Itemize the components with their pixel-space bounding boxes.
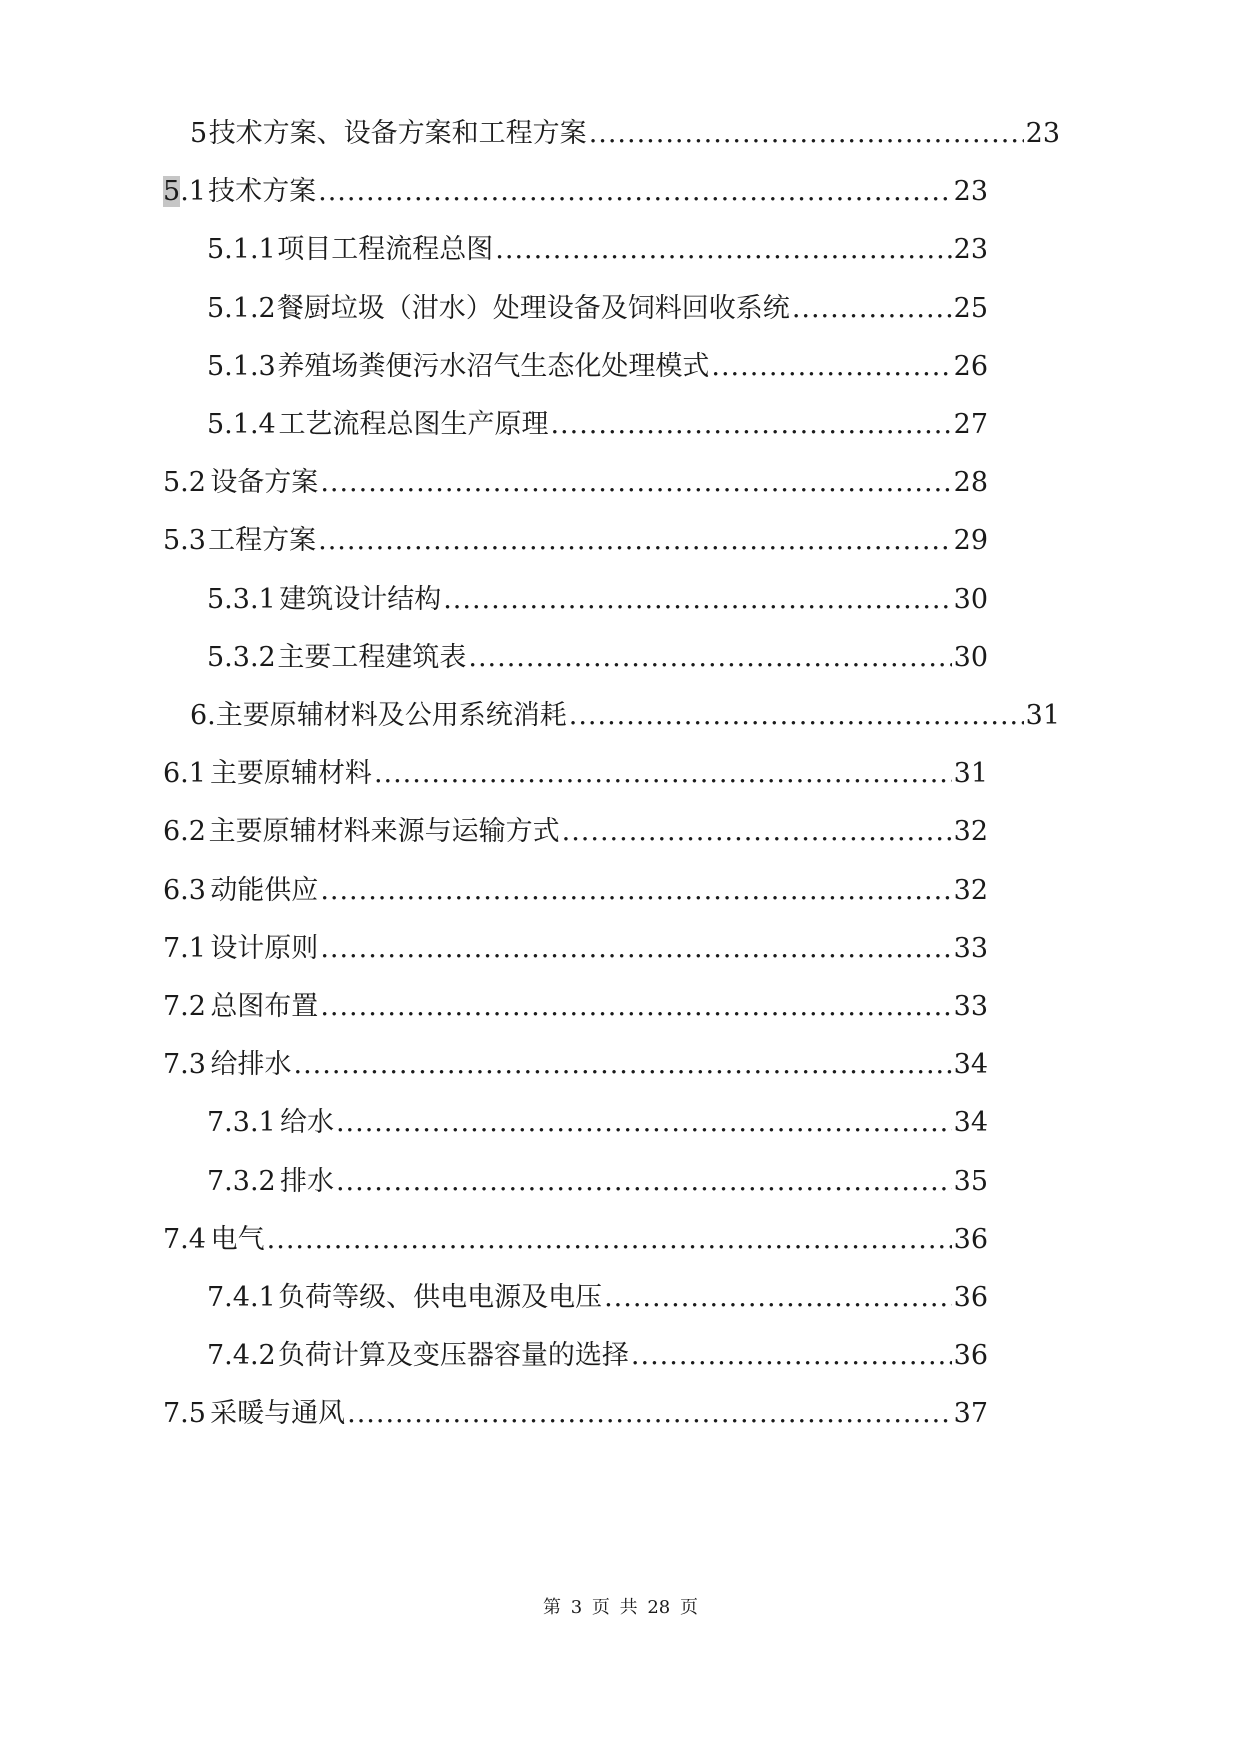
toc-entry-title: 设计原则 [210,932,319,964]
toc-dot-leader [604,1276,952,1320]
toc-entry[interactable] [163,1043,988,1087]
toc-dot-leader [320,927,951,971]
toc-entry-title: 负荷等级、供电电源及电压 [278,1282,603,1313]
toc-dot-leader [589,112,1024,156]
toc-dot-leader [631,1334,952,1378]
toc-entry-page: 27 [953,409,988,440]
toc-entry-number: 7.3.2 [207,1165,276,1197]
toc-entry-title: 主要工程建筑表 [277,641,467,673]
toc-entry-title: 给排水 [210,1049,292,1081]
toc-dot-leader [569,694,1024,738]
toc-entry-page: 33 [953,991,988,1022]
toc-entry[interactable] [207,578,988,622]
toc-entry-page: 25 [953,292,988,324]
toc-entry-title: 主要原辅材料及公用系统消耗 [215,700,567,731]
toc-entry-title: 动能供应 [210,874,319,906]
toc-entry-number: 5.1.4 [207,409,276,440]
toc-entry[interactable] [207,636,988,680]
page-footer: 第 3 页 共 28 页 [543,1597,698,1618]
toc-entry-page: 23 [953,234,988,266]
toc-entry-title: 设备方案 [210,467,319,499]
toc-entry-title: 主要原辅材料 [209,758,372,790]
toc-entry-page: 34 [953,1107,988,1139]
toc-entry-page: 31 [1025,700,1060,731]
toc-entry-page: 31 [953,758,988,790]
toc-entry-title: 给水 [279,1107,334,1139]
toc-entry-title: 养殖场粪便污水沼气生态化处理模式 [277,350,710,382]
toc-entry-number: 7.4.1 [207,1282,276,1313]
toc-entry-number: 5 [190,118,208,149]
toc-entry-number: 7.2 [163,991,206,1022]
toc-entry-title: 排水 [279,1165,334,1197]
toc-entry-number: 5.1.3 [207,350,276,382]
toc-entry[interactable] [163,519,988,563]
toc-entry[interactable] [163,810,988,854]
toc-dot-leader [320,985,951,1029]
toc-entry[interactable] [207,1334,988,1378]
toc-entry[interactable] [163,461,988,505]
toc-dot-leader [336,1101,952,1145]
toc-entry[interactable] [163,170,988,214]
toc-entry-page: 26 [953,350,988,382]
toc-entry-number: 7.3 [163,1049,206,1081]
toc-entry-page: 30 [953,641,988,673]
toc-entry-number: 7.4 [163,1223,206,1255]
toc-entry[interactable] [207,287,988,331]
toc-entry[interactable] [190,694,1060,738]
toc-entry[interactable] [163,869,988,913]
toc-entry-title: 餐厨垃圾（泔水）处理设备及饲料回收系统 [276,292,790,324]
toc-entry-page: 23 [953,176,988,208]
toc-entry-number: 5.1.2 [207,292,276,324]
toc-entry-number: 7.4.2 [207,1340,276,1372]
toc-entry-number: 5.3.2 [207,641,276,673]
toc-entry-number: 5.1.1 [207,234,276,266]
toc-entry-page: 36 [953,1223,988,1255]
toc-entry-number: 7.3.1 [207,1107,276,1139]
toc-entry-number: 6.2 [163,816,206,848]
toc-entry[interactable] [207,1276,988,1320]
toc-entry-page: 32 [953,816,988,848]
toc-entry-title: 工艺流程总图生产原理 [278,409,549,440]
toc-dot-leader [294,1043,952,1087]
toc-entry-title: 工程方案 [208,525,317,557]
toc-dot-leader [320,461,951,505]
toc-entry[interactable] [207,1101,988,1145]
toc-entry-page: 37 [953,1398,988,1430]
toc-entry-page: 23 [1025,118,1060,149]
toc-entry-number: 6.1 [163,758,206,790]
toc-entry-title: 电气 [210,1223,265,1255]
toc-entry[interactable] [207,403,988,447]
toc-dot-leader [318,519,952,563]
toc-entry-page: 32 [953,874,988,906]
toc-entry-page: 33 [953,932,988,964]
toc-dot-leader [792,287,952,331]
toc-entry-title: 项目工程流程总图 [277,234,494,266]
toc-entry-title: 负荷计算及变压器容量的选择 [277,1340,629,1372]
toc-entry[interactable] [207,1160,988,1204]
toc-entry[interactable] [190,112,1060,156]
toc-entry-number: 6. [190,700,216,731]
toc-entry-number: 6.3 [163,874,206,906]
toc-dot-leader [318,170,952,214]
toc-entry[interactable] [163,927,988,971]
toc-entry-number: 5.3 [163,525,206,557]
toc-dot-leader [468,636,951,680]
toc-entry-number: 5.2 [163,467,206,499]
toc-entry-page: 30 [953,583,988,615]
toc-dot-leader [267,1218,952,1262]
toc-entry-title: 建筑设计结构 [279,583,442,615]
toc-dot-leader [347,1392,952,1436]
toc-entry-page: 36 [953,1282,988,1313]
toc-entry[interactable] [163,1392,988,1436]
toc-entry-title: 主要原辅材料来源与运输方式 [208,816,560,848]
toc-dot-leader [336,1160,952,1204]
toc-entry[interactable] [163,1218,988,1262]
toc-entry[interactable] [207,228,988,272]
toc-entry-page: 28 [953,467,988,499]
toc-entry-page: 29 [953,525,988,557]
text-selection-highlight: 5 [163,176,181,208]
toc-dot-leader [443,578,951,622]
toc-entry-title: 总图布置 [210,991,319,1022]
toc-entry-title: 技术方案 [208,176,317,208]
toc-entry[interactable] [163,985,988,1029]
toc-entry-number: 5.3.1 [207,583,276,615]
toc-entry-title: 采暖与通风 [210,1398,346,1430]
toc-dot-leader [320,869,951,913]
toc-entry-title: 技术方案、设备方案和工程方案 [208,118,587,149]
toc-entry[interactable] [207,345,988,389]
toc-entry-page: 35 [953,1165,988,1197]
toc-entry[interactable] [163,752,988,796]
toc-entry-page: 36 [953,1340,988,1372]
toc-dot-leader [550,403,951,447]
toc-dot-leader [374,752,952,796]
toc-entry-page: 34 [953,1049,988,1081]
toc-entry-number: 5.1 [163,176,206,208]
toc-dot-leader [562,810,952,854]
toc-dot-leader [711,345,951,389]
toc-entry-number: 7.5 [163,1398,206,1430]
toc-dot-leader [495,228,951,272]
toc-entry-number: 7.1 [163,932,206,964]
